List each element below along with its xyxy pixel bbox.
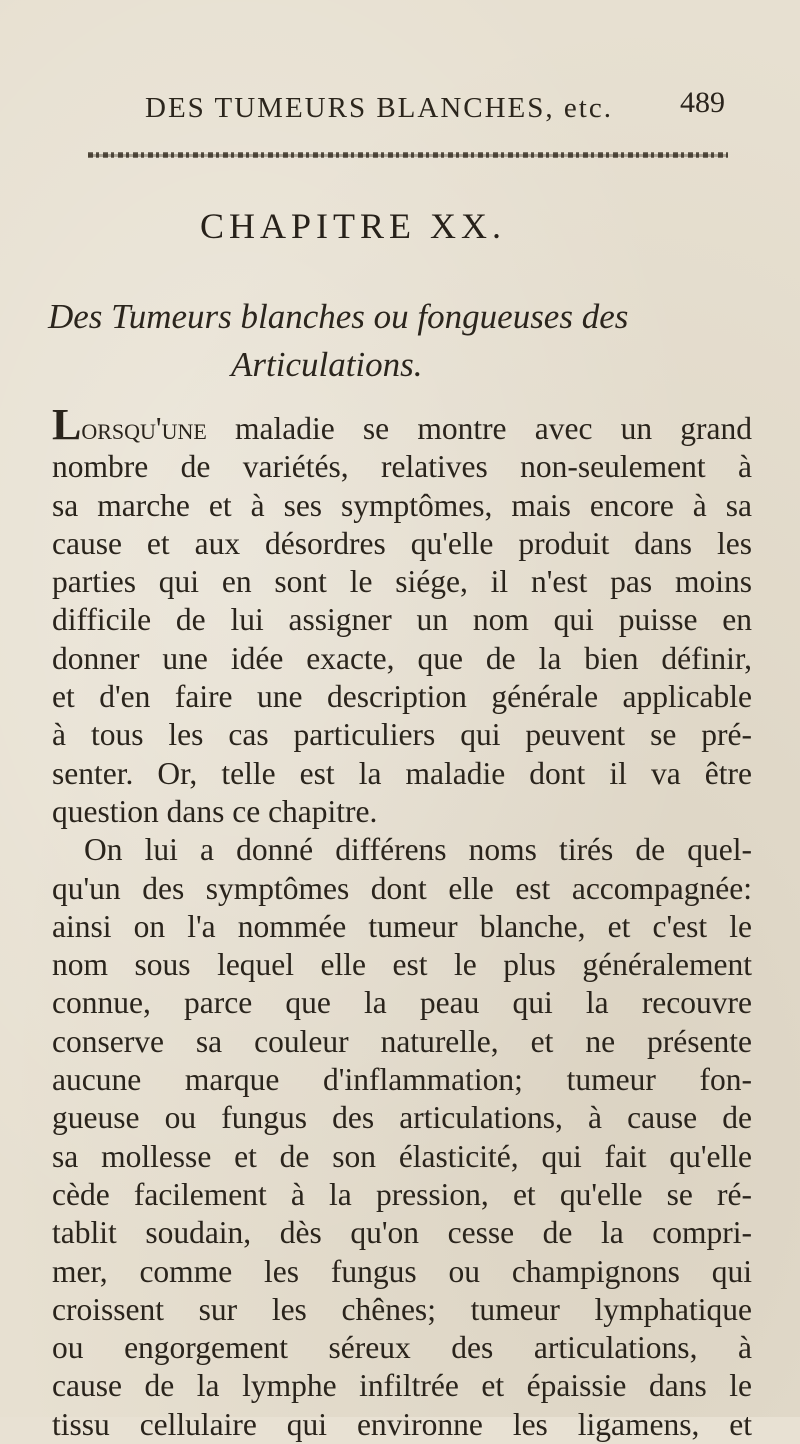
text-line: conserve sa couleur naturelle, et ne présente	[52, 1023, 752, 1059]
subtitle-line-1: Des Tumeurs blanches ou fongueuses des	[48, 297, 629, 336]
text-line: tablit soudain, dès qu'on cesse de la compri-	[52, 1215, 752, 1251]
page-number: 489	[680, 86, 725, 119]
text-line: tissu cellulaire qui environne les ligamens, et	[52, 1406, 752, 1442]
running-title: DES TUMEURS BLANCHES, etc.	[145, 92, 613, 124]
first-word-rest: orsqu'une	[81, 411, 207, 446]
text-line	[52, 400, 753, 449]
text-line: croissent sur les chênes; tumeur lymphatique	[52, 1291, 752, 1327]
text-line: sa mollesse et de son élasticité, qui fait qu'elle	[52, 1138, 752, 1174]
text-line: cède facilement à la pression, et qu'elle se ré-	[52, 1176, 752, 1212]
text-line: cause de la lymphe infiltrée et épaissie dans le	[52, 1368, 752, 1404]
decorative-rule-shadow	[88, 154, 728, 157]
body-text	[52, 400, 753, 1444]
text-line: qu'un des symptômes dont elle est accompagnée:	[52, 870, 752, 906]
text-line: parties qui en sont le siége, il n'est pas moins	[52, 564, 752, 600]
drop-cap: L	[52, 400, 82, 449]
running-head	[145, 92, 685, 125]
text-line: donner une idée exacte, que de la bien définir,	[52, 640, 752, 676]
text-line: nom sous lequel elle est le plus généralement	[52, 947, 752, 983]
text-line: sa marche et à ses symptômes, mais encore à sa	[52, 487, 752, 523]
text-line: à tous les cas particuliers qui peuvent se pré-	[52, 717, 752, 753]
text-line: ainsi on l'a nommée tumeur blanche, et c'est le	[52, 908, 752, 944]
text-line: aucune marque d'inflammation; tumeur fon-	[52, 1062, 752, 1098]
chapter-heading: CHAPITRE XX.	[200, 206, 507, 246]
text-line: et d'en faire une description générale applicable	[52, 679, 752, 715]
text-line: connue, parce que la peau qui la recouvre	[52, 985, 752, 1021]
text-line: difficile de lui assigner un nom qui puisse en	[52, 602, 752, 638]
text-line: question dans ce chapitre.	[52, 793, 378, 829]
text-line: senter. Or, telle est la maladie dont il va être	[52, 755, 752, 791]
text-line: ou engorgement séreux des articulations, à	[52, 1330, 752, 1366]
text-line: gueuse ou fungus des articulations, à cause de	[52, 1100, 752, 1136]
text-line: On lui a donné différens noms tirés de quel-	[84, 832, 752, 868]
chapter-subtitle	[38, 293, 758, 389]
subtitle-line-2: Articulations.	[231, 345, 423, 384]
text-line: cause et aux désordres qu'elle produit dans les	[52, 525, 752, 561]
text-line-content: maladie se montre avec un grand	[235, 411, 753, 446]
text-line: nombre de variétés, relatives non-seulement à	[52, 449, 752, 485]
text-line: mer, comme les fungus ou champignons qui	[52, 1253, 752, 1289]
